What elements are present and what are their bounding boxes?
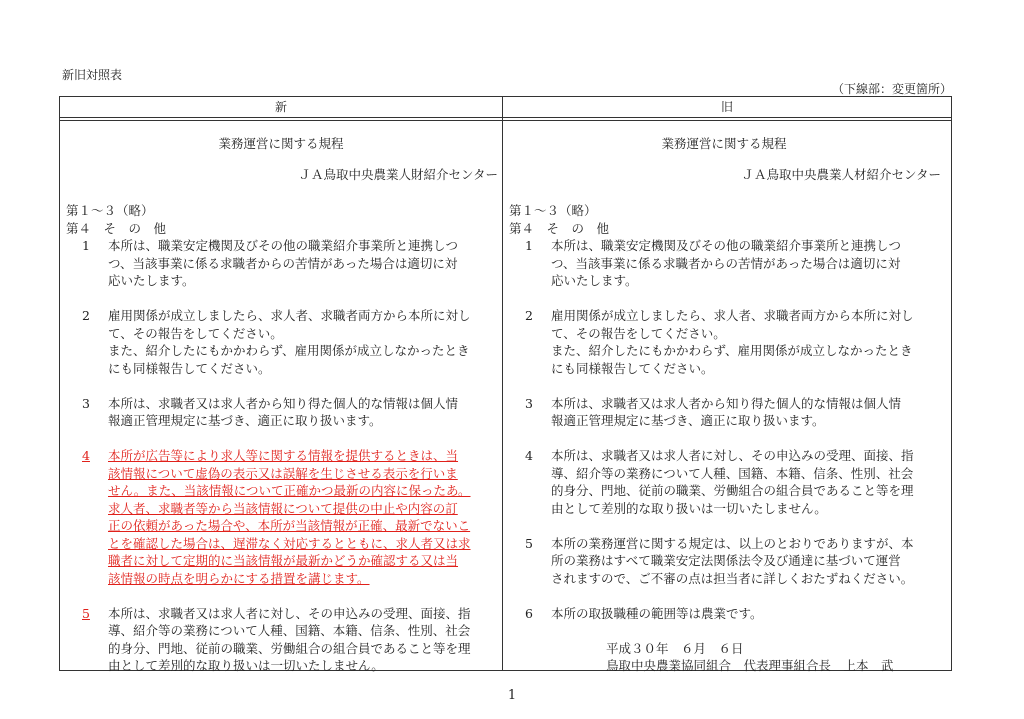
- item-text-line: 所の業務はすべて職業安定法関係法令及び通達に基づいて運営: [551, 553, 901, 568]
- section-1-3: 第１～３（略）: [509, 203, 597, 218]
- organization-name: ＪＡ鳥取中央農業人材紹介センター: [741, 166, 941, 182]
- item-text-line: にも同様報告してください。: [551, 360, 714, 376]
- column-divider: [502, 97, 503, 670]
- item-text-line: 本所は、求職者又は求人者から知り得た個人的な情報は個人情: [551, 395, 902, 411]
- doc-title: 新旧対照表: [62, 68, 123, 82]
- column-header-old: 旧: [720, 100, 733, 114]
- comparison-table: [59, 96, 952, 671]
- item-text-line: 正の依頼があった場合や、本所が当該情報が正確、最新でないこ: [108, 518, 471, 533]
- item-text-line: つ、当該事業に係る求職者からの苦情があった場合は適切に対: [551, 255, 901, 271]
- item-number: 4: [525, 448, 533, 463]
- item-text-line: 由として差別的な取り扱いは一切いたしません。: [108, 658, 384, 673]
- old-column: [509, 121, 939, 675]
- item-text-line: 該情報の時点を明らかにする措置を講じます。: [108, 570, 370, 586]
- item-text-line: 報適正管理規定に基づき、適正に取り扱います。: [108, 413, 382, 428]
- header-rule: [60, 117, 951, 118]
- list-item: [66, 237, 496, 290]
- item-number: 1: [525, 238, 533, 253]
- section-1-3: 第１～３（略）: [66, 203, 154, 218]
- item-number: 5: [82, 605, 90, 621]
- list-item: [509, 237, 939, 290]
- item-number: 2: [525, 308, 533, 323]
- section-4: 第４ そ の 他: [66, 220, 167, 236]
- organization-name: ＪＡ鳥取中央農業人財紹介センター: [298, 166, 498, 182]
- list-item: [66, 395, 496, 430]
- item-text-line: 本所は、職業安定機関及びその他の職業紹介事業所と連携しつ: [551, 238, 902, 253]
- column-header-new: 新: [274, 100, 287, 114]
- item-text-line: 本所は、求職者又は求人者から知り得た個人的な情報は個人情: [108, 395, 459, 411]
- item-text-line: 雇用関係が成立しましたら、求人者、求職者両方から本所に対し: [108, 308, 471, 323]
- change-note: （下線部：変更箇所）: [831, 82, 952, 96]
- item-text-line: 応いたします。: [551, 273, 638, 288]
- item-number: 4: [82, 448, 90, 463]
- item-text-line: 本所が広告等により求人等に関する情報を提供するときは、当: [108, 448, 459, 463]
- old-items: [509, 237, 939, 622]
- item-number: 6: [525, 605, 533, 621]
- effective-date: 平成３０年 ６月 ６日: [606, 640, 744, 656]
- item-text-line: にも同様報告してください。: [108, 360, 271, 376]
- list-item: [509, 605, 939, 623]
- item-text-line: 雇用関係が成立しましたら、求人者、求職者両方から本所に対し: [551, 308, 914, 323]
- list-item: [509, 535, 939, 588]
- item-text-line: 由として差別的な取り扱いは一切いたしません。: [551, 500, 827, 516]
- item-number: 5: [525, 535, 533, 551]
- item-text-line: て、その報告をしてください。: [108, 325, 283, 341]
- section-4: 第４ そ の 他: [509, 220, 610, 236]
- item-text-line: また、紹介したにもかかわらず、雇用関係が成立しなかったとき: [108, 343, 470, 358]
- item-text-line: また、紹介したにもかかわらず、雇用関係が成立しなかったとき: [551, 343, 913, 358]
- item-text-line: 本所は、職業安定機関及びその他の職業紹介事業所と連携しつ: [108, 238, 459, 253]
- item-text-line: 職者に対して定期的に当該情報が最新かどうか確認する又は当: [108, 553, 459, 568]
- rules-title: 業務運営に関する規程: [218, 136, 344, 151]
- item-text-line: 求人者、求職者等から当該情報について提供の中止や内容の訂: [108, 500, 458, 516]
- item-text-line: 的身分、門地、従前の職業、労働組合の組合員であること等を理: [551, 483, 914, 498]
- item-text-line: とを確認した場合は、遅滞なく対応するとともに、求人者又は求: [108, 535, 471, 551]
- item-text-line: 応いたします。: [108, 273, 195, 288]
- new-column: [66, 121, 496, 675]
- item-text-line: 本所の取扱職種の範囲等は農業です。: [551, 605, 763, 621]
- new-items: [66, 237, 496, 675]
- page-number: 1: [507, 688, 517, 703]
- item-text-line: 該情報について虚偽の表示又は誤解を生じさせる表示を行いま: [108, 465, 458, 481]
- item-text-line: て、その報告をしてください。: [551, 325, 726, 341]
- item-number: 3: [525, 395, 533, 411]
- item-text-line: 本所は、求職者又は求人者に対し、その申込みの受理、面接、指: [551, 448, 914, 463]
- list-item: [66, 307, 496, 377]
- item-text-line: 導、紹介等の業務について人種、国籍、本籍、信条、性別、社会: [551, 465, 914, 481]
- item-text-line: 本所は、求職者又は求人者に対し、その申込みの受理、面接、指: [108, 605, 471, 621]
- rules-title: 業務運営に関する規程: [661, 136, 787, 151]
- item-number: 1: [82, 238, 90, 253]
- item-text-line: 的身分、門地、従前の職業、労働組合の組合員であること等を理: [108, 640, 471, 656]
- item-text-line: 報適正管理規定に基づき、適正に取り扱います。: [551, 413, 825, 428]
- list-item: [509, 307, 939, 377]
- signatory: 鳥取中央農業協同組合 代表理事組合長 上本 武: [606, 658, 894, 673]
- item-text-line: されますので、ご不審の点は担当者に詳しくおたずねください。: [551, 570, 914, 586]
- list-item: [509, 447, 939, 517]
- item-text-line: 本所の業務運営に関する規定は、以上のとおりでありますが、本: [551, 535, 914, 551]
- item-text-line: 導、紹介等の業務について人種、国籍、本籍、信条、性別、社会: [108, 623, 471, 638]
- item-number: 3: [82, 395, 90, 411]
- list-item: [509, 395, 939, 430]
- list-item: [66, 605, 496, 675]
- item-text-line: せん。また、当該情報について正確かつ最新の内容に保ったあ。: [108, 483, 471, 498]
- item-number: 2: [82, 308, 90, 323]
- item-text-line: つ、当該事業に係る求職者からの苦情があった場合は適切に対: [108, 255, 458, 271]
- list-item: [66, 447, 496, 587]
